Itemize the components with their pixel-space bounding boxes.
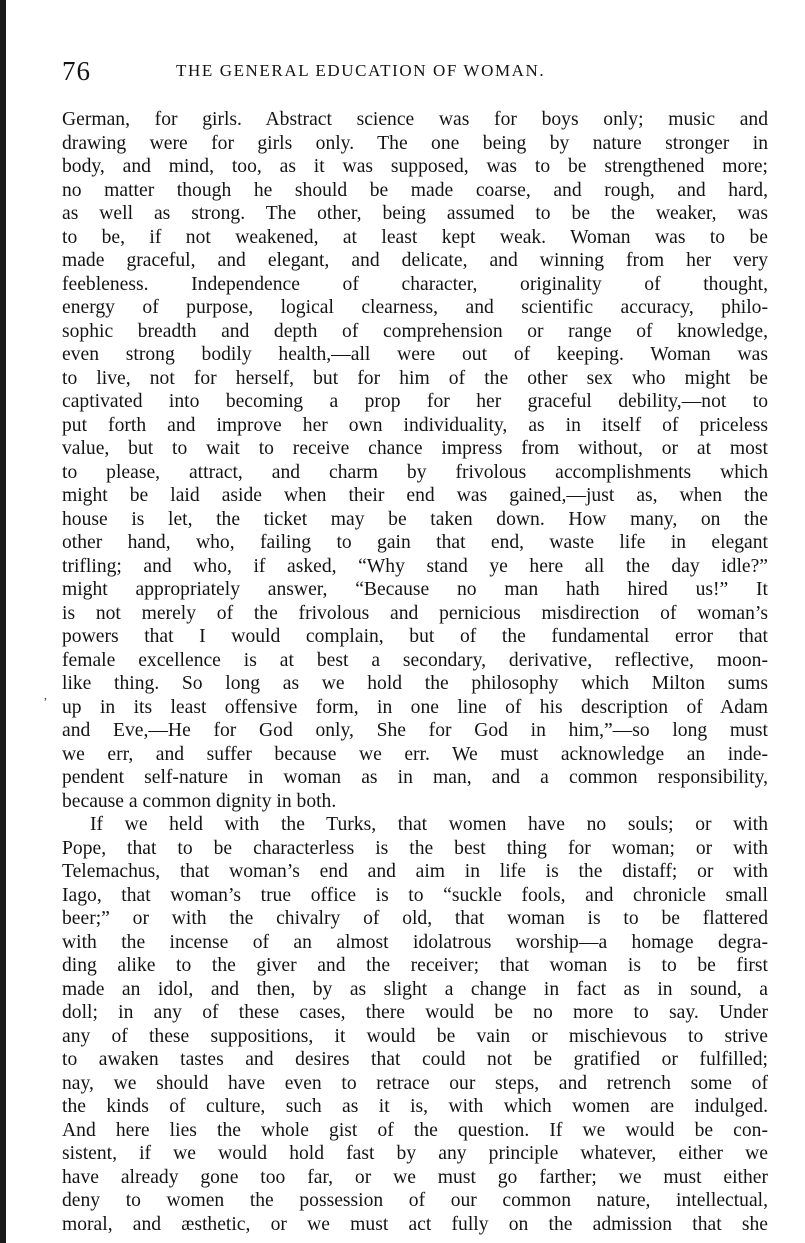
text-line: to be, if not weakened, at least kept weak. Woman was to be <box>62 226 768 248</box>
text-line: energy of purpose, logical clearness, and scientific accuracy, philo- <box>62 297 768 318</box>
text-line: moral, and æsthetic, or we must act fully on the admission that she <box>62 1213 768 1235</box>
book-page <box>62 56 768 1235</box>
text-line: trifling; and who, if asked, “Why stand ye here all the day idle?” <box>62 555 768 577</box>
text-line: might appropriately answer, “Because no man hath hired us!” It <box>62 579 768 600</box>
text-line: Iago, that woman’s true office is to “suckle fools, and chronicle small <box>62 884 768 906</box>
text-line: Telemachus, that woman’s end and aim in life is the distaff; or with <box>62 861 768 882</box>
text-line: might be laid aside when their end was gained,—just as, when the <box>62 485 768 506</box>
text-line: any of these suppositions, it would be vain or mischievous to strive <box>62 1025 768 1047</box>
text-line: is not merely of the frivolous and pernicious misdirection of woman’s <box>62 602 768 624</box>
text-line: ding alike to the giver and the receiver; that woman is to be first <box>62 955 768 976</box>
text-line: house is let, the ticket may be taken down. How many, on the <box>62 508 768 530</box>
text-line: up in its least offensive form, in one line of his description of Adam <box>62 696 768 718</box>
text-line: deny to women the possession of our common nature, intellectual, <box>62 1190 768 1211</box>
text-line: as well as strong. The other, being assumed to be the weaker, was <box>62 203 768 224</box>
text-line: body, and mind, too, as it was supposed, was to be strengthened more; <box>62 156 768 177</box>
text-line: like thing. So long as we hold the philosophy which Milton sums <box>62 673 768 694</box>
text-line: even strong bodily health,—all were out of keeping. Woman was <box>62 344 768 365</box>
paragraph-end-line: because a common dignity in both. <box>62 790 337 812</box>
text-line: put forth and improve her own individuality, as in itself of priceless <box>62 414 768 436</box>
text-line: with the incense of an almost idolatrous worship—a homage degra- <box>62 931 768 953</box>
body-text <box>62 108 768 1236</box>
text-line: German, for girls. Abstract science was for boys only; music and <box>62 109 768 130</box>
text-line: sistent, if we would hold fast by any principle whatever, either we <box>62 1143 768 1164</box>
text-line: no matter though he should be made coarse, and rough, and hard, <box>62 179 768 201</box>
text-line: the kinds of culture, such as it is, with which women are indulged. <box>62 1096 768 1117</box>
text-line: doll; in any of these cases, there would be no more to say. Under <box>62 1002 768 1023</box>
text-line: value, but to wait to receive chance impress from without, or at most <box>62 438 768 459</box>
paragraph-start-line: If we held with the Turks, that women have no souls; or with <box>90 814 768 835</box>
text-line: to please, attract, and charm by frivolous accomplishments which <box>62 461 768 483</box>
page-header <box>62 56 768 102</box>
text-line: female excellence is at best a secondary, derivative, reflective, moon- <box>62 649 768 671</box>
text-line: and Eve,—He for God only, She for God in him,”—so long must <box>62 720 768 741</box>
text-line: And here lies the whole gist of the question. If we would be con- <box>62 1119 768 1141</box>
text-line: made graceful, and elegant, and delicate, and winning from her very <box>62 250 768 271</box>
margin-mark: , <box>44 688 47 702</box>
text-line: feebleness. Independence of character, originality of thought, <box>62 273 768 295</box>
page-edge-rule <box>0 0 6 1243</box>
text-line: made an idol, and then, by as slight a change in fact as in sound, a <box>62 978 768 1000</box>
text-line: have already gone too far, or we must go farther; we must either <box>62 1166 768 1188</box>
text-line: pendent self-nature in woman as in man, and a common responsibility, <box>62 767 768 788</box>
text-line: powers that I would complain, but of the fundamental error that <box>62 626 768 647</box>
page-number: 76 <box>62 56 91 86</box>
text-line: sophic breadth and depth of comprehension or range of knowledge, <box>62 320 768 342</box>
text-line: we err, and suffer because we err. We must acknowledge an inde- <box>62 743 768 765</box>
text-line: Pope, that to be characterless is the best thing for woman; or with <box>62 837 768 859</box>
text-line: nay, we should have even to retrace our steps, and retrench some of <box>62 1072 768 1094</box>
text-line: to live, not for herself, but for him of the other sex who might be <box>62 367 768 389</box>
text-line: other hand, who, failing to gain that end, waste life in elegant <box>62 532 768 553</box>
text-line: captivated into becoming a prop for her graceful debility,—not to <box>62 391 768 412</box>
running-head: THE GENERAL EDUCATION OF WOMAN. <box>176 61 546 80</box>
text-line: beer;” or with the chivalry of old, that woman is to be flattered <box>62 908 768 929</box>
text-line: drawing were for girls only. The one being by nature stronger in <box>62 132 768 154</box>
text-line: to awaken tastes and desires that could not be gratified or fulfilled; <box>62 1049 768 1070</box>
